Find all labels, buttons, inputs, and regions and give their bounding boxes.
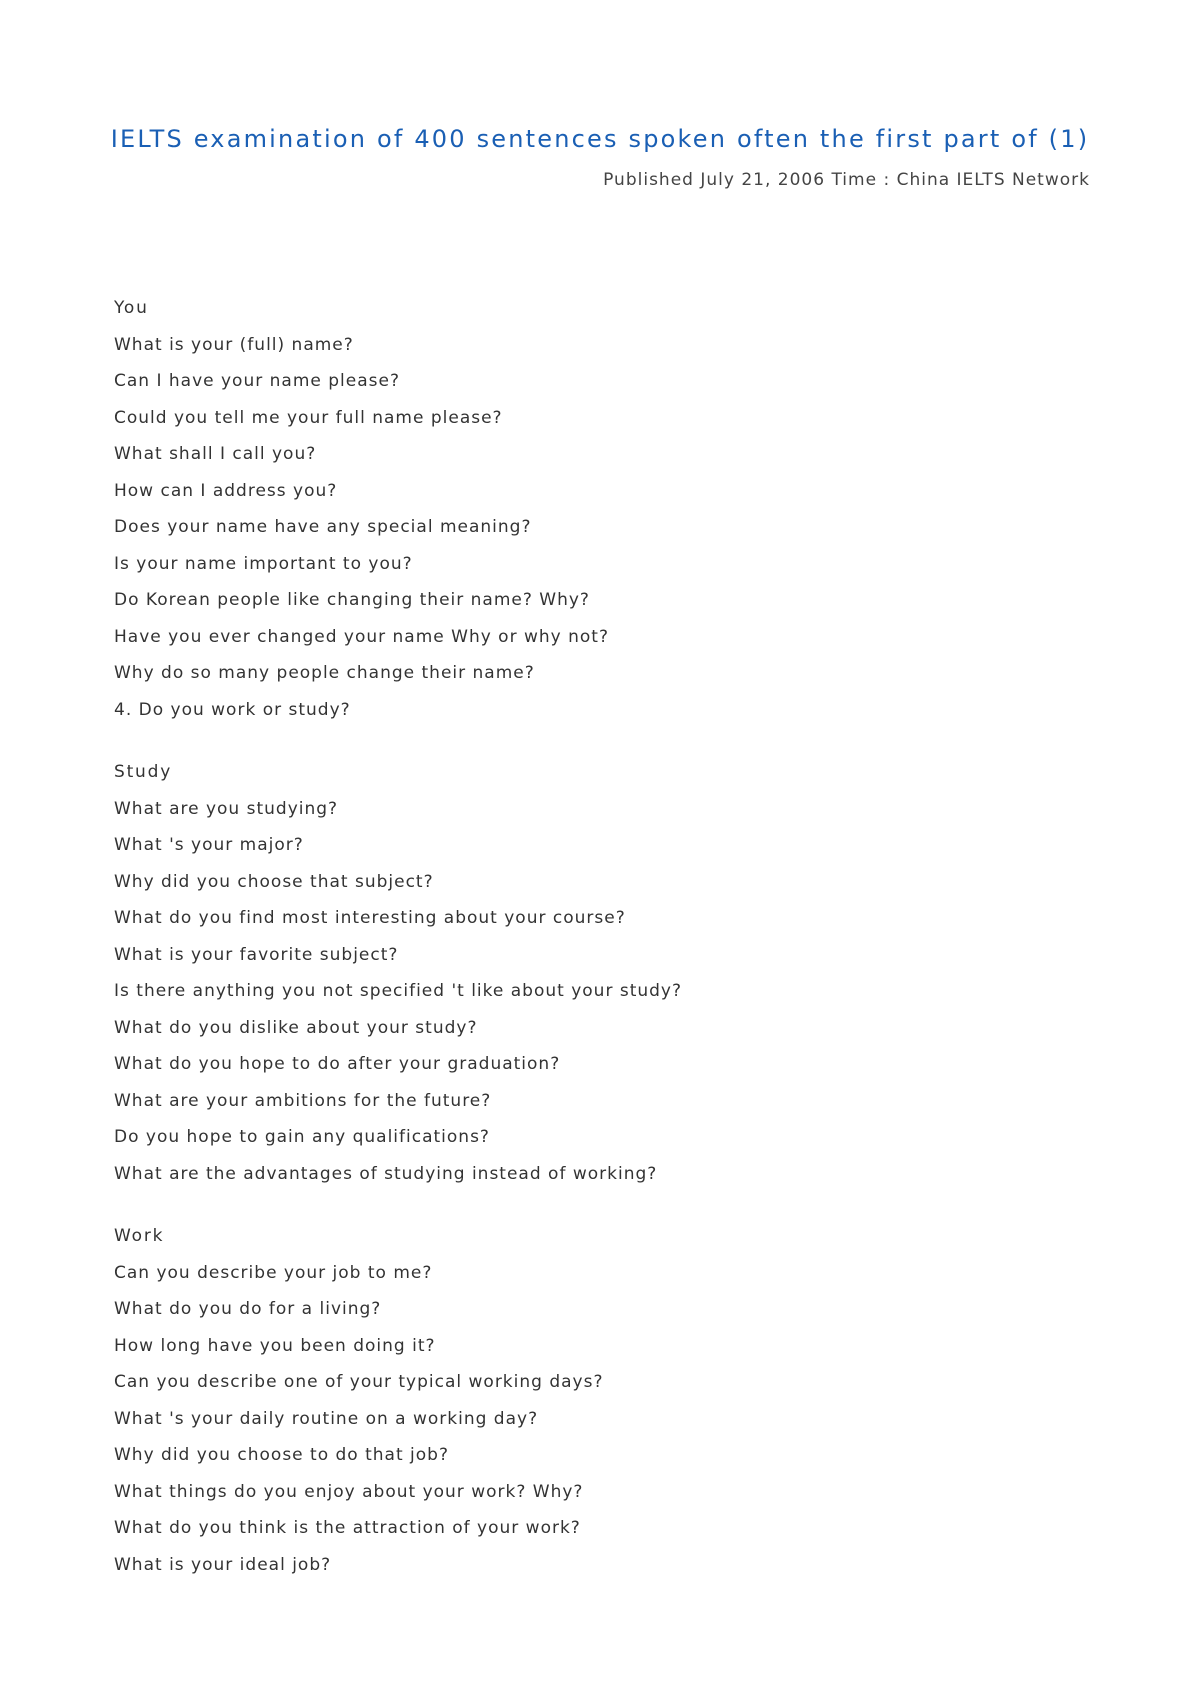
question-item: Could you tell me your full name please? (114, 407, 503, 428)
question-item: What are you studying? (114, 798, 339, 819)
question-item: What do you dislike about your study? (114, 1017, 478, 1038)
question-item: How can I address you? (114, 480, 338, 501)
question-item: Does your name have any special meaning? (114, 517, 532, 537)
question-item: What do you find most interesting about your course? (114, 908, 626, 928)
question-item: What things do you enjoy about your work? Why? (114, 1481, 584, 1502)
section-you (114, 290, 1094, 728)
question-item: What is your (full) name? (114, 334, 354, 355)
question-item: Can you describe one of your typical working days? (114, 1372, 604, 1392)
question-item: What are your ambitions for the future? (114, 1090, 492, 1111)
publication-info: Published July 21, 2006 Time : China IELTS Network (603, 170, 1090, 190)
question-item: What do you think is the attraction of your work? (114, 1518, 581, 1538)
question-list (114, 791, 1094, 1193)
section-work (114, 1218, 1094, 1583)
question-item: Do you hope to gain any qualifications? (114, 1127, 490, 1147)
question-item: What 's your major? (114, 835, 304, 855)
question-item: How long have you been doing it? (114, 1335, 436, 1356)
section-study (114, 754, 1094, 1192)
question-item: What are the advantages of studying instead of working? (114, 1163, 658, 1184)
section-heading: Work (114, 1226, 165, 1246)
question-item: What 's your daily routine on a working day? (114, 1408, 539, 1429)
document-body (114, 290, 1094, 1583)
question-item: What is your ideal job? (114, 1554, 332, 1575)
section-heading: Study (114, 762, 173, 782)
question-item: What do you do for a living? (114, 1299, 382, 1319)
question-item: Is there anything you not specified 't like about your study? (114, 981, 683, 1001)
question-item: What is your favorite subject? (114, 944, 399, 965)
question-item: Why did you choose that subject? (114, 871, 434, 892)
section-heading: You (114, 298, 149, 318)
question-item: Do Korean people like changing their name? Why? (114, 590, 590, 610)
question-item: Have you ever changed your name Why or why not? (114, 626, 609, 647)
question-item: 4. Do you work or study? (114, 699, 351, 720)
question-list (114, 1255, 1094, 1584)
question-item: Why did you choose to do that job? (114, 1445, 449, 1465)
question-item: What do you hope to do after your graduation? (114, 1054, 561, 1074)
question-list (114, 327, 1094, 729)
question-item: What shall I call you? (114, 444, 317, 464)
question-item: Can I have your name please? (114, 371, 400, 391)
document-title: IELTS examination of 400 sentences spoken often the first part of (1) (110, 125, 1090, 153)
question-item: Why do so many people change their name? (114, 663, 535, 683)
question-item: Is your name important to you? (114, 553, 413, 574)
question-item: Can you describe your job to me? (114, 1262, 433, 1283)
